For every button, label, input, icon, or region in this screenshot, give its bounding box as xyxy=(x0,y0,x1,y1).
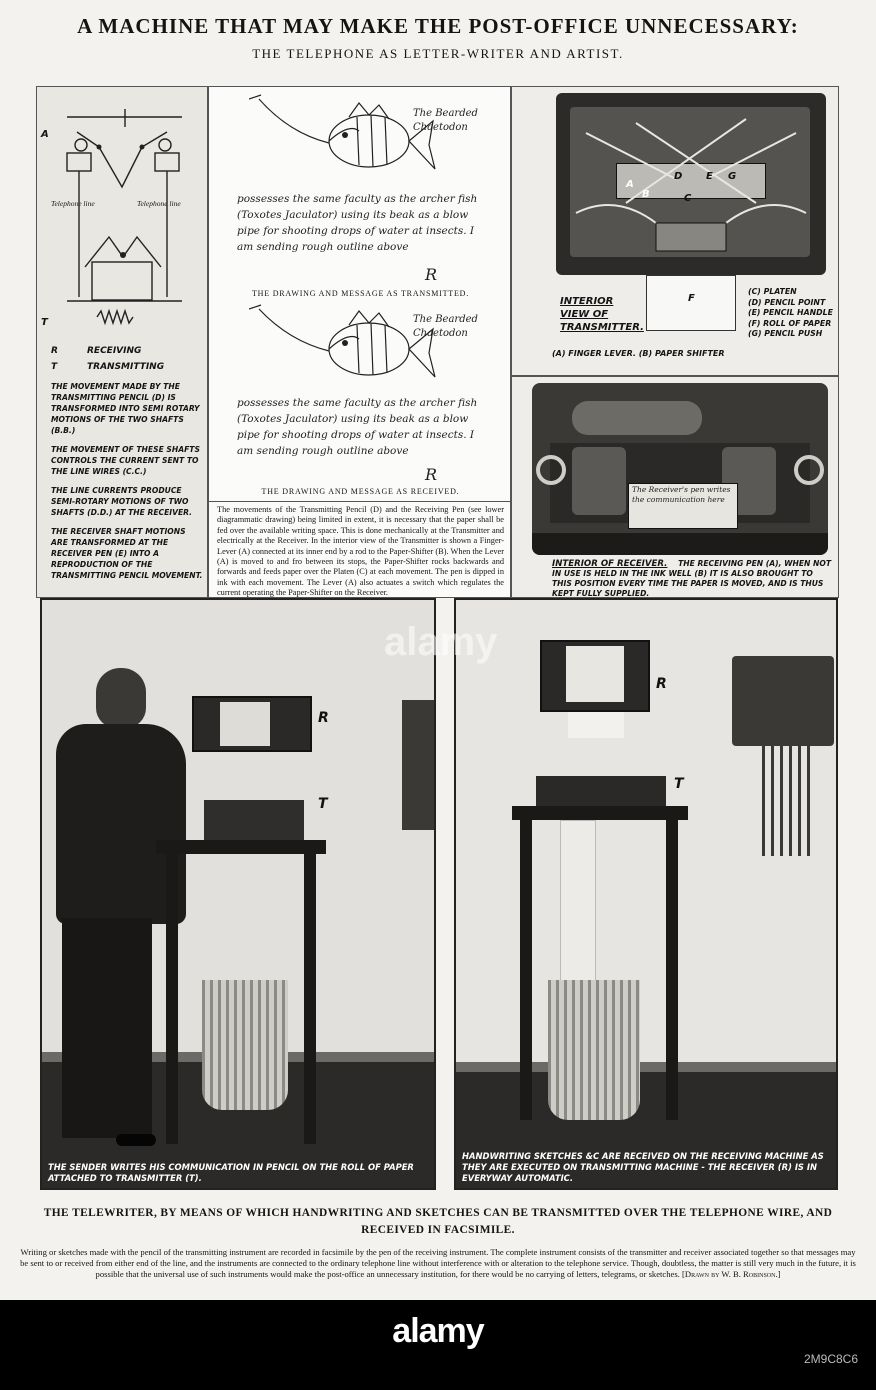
waste-basket-right xyxy=(548,980,640,1120)
handwriting-received: possesses the same faculty as the archer fish (Toxotes Jaculator) using its beak as a blow pipe for shooting drops of water at insects. I am sending rough outline above xyxy=(237,397,478,457)
transmitter-title: INTERIOR VIEW OF TRANSMITTER. xyxy=(560,296,644,333)
line-label-right: Telephone line xyxy=(137,199,181,208)
receiver-paper-note: The Receiver's pen writes the communication here xyxy=(632,485,731,504)
legend-t-key: T xyxy=(51,362,58,372)
diagram-label-t: T xyxy=(41,317,48,328)
mechanism-description: The movements of the Transmitting Pencil (D) and the Receiving Pen (see lower diagrammatic drawing) being limited in extent, it is necessary that the paper shall be fed over the available writing space. This is done mechanically at the Transmitter and electrically at the Receiver. In the interior view of the Transmitter is shown a Finger-Lever (A) connected at its inner end by a rod to the Paper-Shifter (B). When the Lever (A) is moved to and fro between its stops, the Paper-Shifter rocks backwards and forwards and feeds paper over the Platen (C) at each movement. The pen is dipped in ink with each movement. The Lever (A) also actuates a switch which regulates the current operating the Paper-Shifter on the Receiver. xyxy=(217,505,504,598)
legend-platen: (C) PLATEN xyxy=(748,287,797,296)
transmitter-part-g: G xyxy=(728,171,737,182)
bottom-heading: THE TELEWRITER, BY MEANS OF WHICH HANDWRITING AND SKETCHES CAN BE TRANSMITTED OVER THE TELEPHONE WIRE, AND RECEIVED IN FACSIMILE. xyxy=(43,1207,833,1236)
photo-left-caption: THE SENDER WRITES HIS COMMUNICATION IN PENCIL ON THE ROLL OF PAPER ATTACHED TO TRANSMITTER (T). xyxy=(48,1162,414,1183)
transmitter-part-d: D xyxy=(674,171,683,182)
stock-footer xyxy=(0,1300,876,1390)
alamy-logo: alamy xyxy=(392,1312,484,1350)
legend-receiving: RECEIVING xyxy=(87,346,142,356)
photo-right-caption: HANDWRITING SKETCHES &C ARE RECEIVED ON THE RECEIVING MACHINE AS THEY ARE EXECUTED ON TRANSMITTING MACHINE - THE RECEIVER (R) IS IN EVERYWAY AUTOMATIC. xyxy=(462,1151,824,1183)
diagram-panel xyxy=(36,86,208,598)
page-title: A MACHINE THAT MAY MAKE THE POST-OFFICE UNNECESSARY: xyxy=(77,14,799,38)
signature-received: R xyxy=(425,465,438,484)
fish-label-transmitted: The Bearded Chaetodon xyxy=(413,108,478,133)
receiver-panel xyxy=(511,376,839,598)
table-left xyxy=(156,840,326,854)
bottom-body-text: Writing or sketches made with the pencil of the transmitting instrument are recorded in facsimile by the pen of the receiving instrument. The complete instrument consists of the transmitter and receiver associated together so that messages may be sent to or received from either end of the line, and the instruments are connected to the ordinary telephone line without interference with or alteration to the telephone service. Though, doubtless, the matter is still very much in the future, it is possible that the universal use of such instruments would make the post-office an unnecessary institution, for there would be no carrying of letters, telegrams, or sketches. xyxy=(20,1247,856,1279)
diagram-legend xyxy=(51,343,164,375)
wall-telephone-right xyxy=(732,656,834,746)
diagram-para-2: THE MOVEMENT OF THESE SHAFTS CONTROLS THE CURRENT SENT TO THE LINE WIRES (C.C.) xyxy=(51,445,200,476)
line-label-left: Telephone line xyxy=(51,199,95,208)
transmitter-part-f: F xyxy=(688,293,695,304)
transmitter-part-c: C xyxy=(684,193,692,204)
photo-left-label-r: R xyxy=(318,710,329,726)
diagram-label-a: A xyxy=(41,129,49,140)
diagram-para-4: THE RECEIVER SHAFT MOTIONS ARE TRANSFORMED AT THE RECEIVER PEN (E) INTO A REPRODUCTION OF THE TRANSMITTING PENCIL MOVEMENT. xyxy=(51,527,203,580)
transmitter-device-right xyxy=(536,776,666,806)
message-panel xyxy=(208,86,511,598)
watermark: alamy xyxy=(384,620,498,664)
legend-pencil-handle: (E) PENCIL HANDLE xyxy=(748,308,833,317)
photo-left-label-t: T xyxy=(318,796,328,812)
image-id: 2M9C8C6 xyxy=(803,1352,858,1366)
handwriting-transmitted: possesses the same faculty as the archer fish (Toxotes Jaculator) using its beak as a blow pipe for shooting drops of water at insects. I am sending rough outline above xyxy=(237,193,478,253)
photo-right-label-r: R xyxy=(656,676,667,692)
wall-telephone-left xyxy=(402,700,436,830)
transmitter-panel xyxy=(511,86,839,376)
diagram-para-1: THE MOVEMENT MADE BY THE TRANSMITTING PENCIL (D) IS TRANSFORMED INTO SEMI ROTARY MOTIONS OF THE TWO SHAFTS (B.B.) xyxy=(51,382,200,435)
diagram-explanation xyxy=(51,381,203,581)
transmitter-part-b: B xyxy=(642,189,650,200)
photo-receiver xyxy=(454,598,838,1190)
signature-transmitted: R xyxy=(425,265,438,284)
receiver-title: INTERIOR OF RECEIVER. xyxy=(552,559,668,569)
photo-right-label-t: T xyxy=(674,776,684,792)
table-right xyxy=(512,806,688,820)
bottom-body xyxy=(20,1247,856,1280)
transmitter-part-e: E xyxy=(706,171,713,182)
receiver-photo xyxy=(532,383,828,555)
artist-credit: [Drawn by W. B. Robinson.] xyxy=(682,1269,781,1279)
legend-r-key: R xyxy=(51,346,58,356)
transmitter-legend xyxy=(748,287,838,340)
caption-transmitted: THE DRAWING AND MESSAGE AS TRANSMITTED. xyxy=(251,289,470,298)
receiver-caption xyxy=(552,559,832,598)
diagram-para-3: THE LINE CURRENTS PRODUCE SEMI-ROTARY MOTIONS OF TWO SHAFTS (D.D.) AT THE RECEIVER. xyxy=(51,486,193,517)
legend-pencil-push: (G) PENCIL PUSH xyxy=(748,329,823,338)
transmitter-legend-ab: (A) FINGER LEVER. (B) PAPER SHIFTER xyxy=(552,349,725,358)
legend-transmitting: TRANSMITTING xyxy=(87,362,165,372)
transmitter-part-a: A xyxy=(626,179,634,190)
transmitter-photo xyxy=(556,93,826,275)
waste-basket-left xyxy=(202,980,288,1110)
photo-sender xyxy=(40,598,436,1190)
legend-roll-of-paper: (F) ROLL OF PAPER xyxy=(748,318,832,328)
fish-label-received: The Bearded Chaetodon xyxy=(413,314,478,339)
legend-pencil-point: (D) PENCIL POINT xyxy=(748,297,826,307)
caption-received: THE DRAWING AND MESSAGE AS RECEIVED. xyxy=(261,487,460,496)
receiver-description: THE RECEIVING PEN (A), WHEN NOT IN USE IS HELD IN THE INK WELL (B) IT IS ALSO BROUGHT TO THIS POSITION EVERY TIME THE PAPER IS MOVED, AND IS THUS KEPT FULLY SUPPLIED. xyxy=(552,559,832,598)
page-subtitle: THE TELEPHONE AS LETTER-WRITER AND ARTIST. xyxy=(252,46,624,61)
